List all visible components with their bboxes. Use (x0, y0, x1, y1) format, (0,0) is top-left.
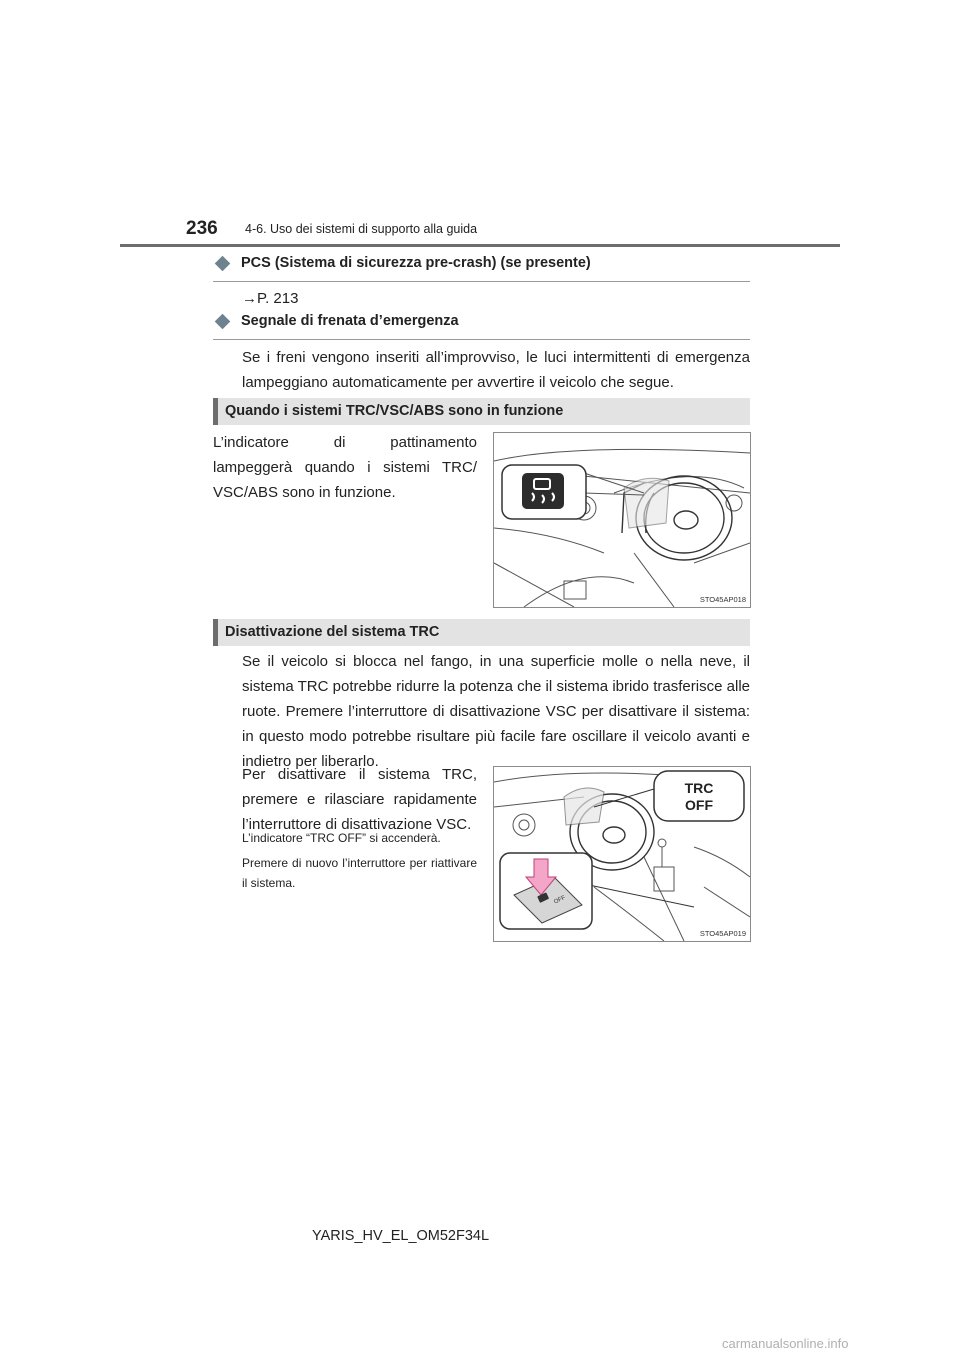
diamond-bullet-icon (215, 256, 231, 272)
pcs-page-reference[interactable]: →P. 213 (242, 290, 299, 307)
figure-code: STO45AP019 (699, 929, 746, 938)
section-title: 4-6. Uso dei sistemi di supporto alla guida (245, 222, 478, 236)
dashboard-illustration (494, 433, 750, 607)
trc-off-switch-figure (493, 766, 751, 942)
section-marker (213, 398, 218, 425)
trc-off-note-2: Premere di nuovo l’interruttore per riattivare il sistema. (242, 856, 477, 890)
pcs-heading (213, 255, 750, 282)
trc-active-text: L’indicatore di pattinamento lampeggerà quando i sistemi TRC/ VSC/ABS sono in funzione. (213, 434, 477, 501)
slip-indicator-figure (493, 432, 751, 608)
section-marker (213, 619, 218, 646)
trc-active-heading-text: Quando i sistemi TRC/VSC/ABS sono in funzione (225, 403, 564, 419)
console-illustration (494, 767, 750, 941)
trc-off-note-1: L’indicatore “TRC OFF” si accenderà. (242, 831, 441, 845)
figure-code: STO45AP018 (699, 595, 746, 604)
header-divider (120, 244, 840, 247)
page-number: 236 (186, 218, 218, 239)
trc-off-heading-text: Disattivazione del sistema TRC (225, 624, 440, 640)
trc-off-instruction: Per disattivare il sistema TRC, premere e rilasciare rapidamente l’interruttore di disattivazione VSC. (242, 766, 477, 833)
trc-off-section-heading (213, 619, 750, 646)
emergency-brake-heading-text: Segnale di frenata d’emergenza (241, 313, 459, 329)
manual-code: YARIS_HV_EL_OM52F34L (312, 1228, 490, 1244)
emergency-brake-text: Se i freni vengono inseriti all’improvviso, le luci intermittenti di emergenza lampeggiano automaticamente per avvertire il veicolo che segue. (242, 349, 750, 391)
emergency-brake-heading (213, 313, 750, 340)
trc-off-callout-line2: OFF (685, 797, 713, 813)
watermark: carmanualsonline.info (722, 1336, 849, 1351)
switch-off-label: OFF (553, 895, 567, 906)
trc-off-text: Se il veicolo si blocca nel fango, in una superficie molle o nella neve, il sistema TRC potrebbe ridurre la potenza che il sistema ibrido trasferisce alle ruote. Premere l’interruttore di disattivazione VSC per disattivare il sistema: in questo modo potrebbe risultare più facile fare oscillare il veicolo avanti e indietro per liberarlo. (242, 653, 750, 770)
trc-active-section-heading (213, 398, 750, 425)
diamond-bullet-icon (215, 314, 231, 330)
pcs-heading-text: PCS (Sistema di sicurezza pre-crash) (se presente) (241, 255, 591, 271)
trc-off-callout-line1: TRC (684, 780, 714, 796)
